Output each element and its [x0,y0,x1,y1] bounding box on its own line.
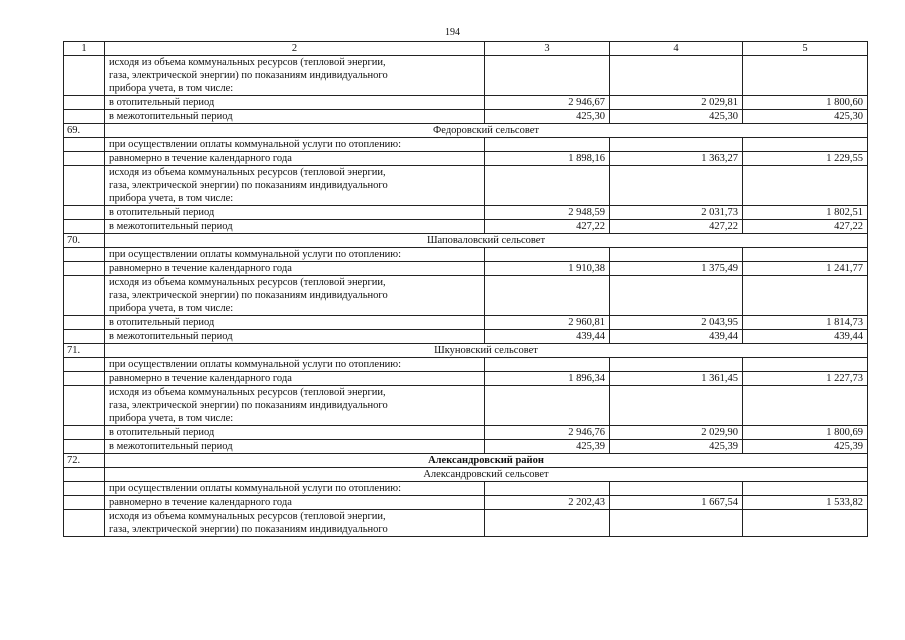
value-cell-v5: 1 229,55 [743,152,868,166]
description-cell: равномерно в течение календарного года [105,152,485,166]
value-cell [485,510,610,537]
section-row [64,454,868,468]
page-number: 194 [445,27,460,38]
value-cell-v3: 2 960,81 [485,316,610,330]
number-cell [64,56,105,96]
section-number: 70. [64,234,105,248]
description-line: исходя из объема коммунальных ресурсов (тепловой энергии, [109,167,386,178]
description-line: прибора учета, в том числе: [109,303,234,314]
section-row [64,344,868,358]
value-cell-v5: 1 814,73 [743,316,868,330]
value-cell-v5: 1 241,77 [743,262,868,276]
value-cell [610,276,743,316]
value-cell [485,276,610,316]
description-line: исходя из объема коммунальных ресурсов (тепловой энергии, [109,511,386,522]
value-cell-v5: 1 802,51 [743,206,868,220]
value-cell-v4: 1 363,27 [610,152,743,166]
value-cell-v3: 439,44 [485,330,610,344]
table-row [64,56,868,96]
description-cell: в отопительный период [105,206,485,220]
number-cell [64,482,105,496]
value-cell [610,510,743,537]
description-line: исходя из объема коммунальных ресурсов (тепловой энергии, [109,57,386,68]
value-cell-v4: 425,39 [610,440,743,454]
table-body [64,56,868,537]
description-line: газа, электрической энергии) по показаниям индивидуального [109,400,388,411]
value-cell-v3: 425,39 [485,440,610,454]
section-title: Федоровский сельсовет [105,124,868,138]
value-cell-v3: 2 946,76 [485,426,610,440]
number-cell [64,248,105,262]
section-row [64,124,868,138]
header-col-5: 5 [743,42,868,56]
value-cell-v5 [743,358,868,372]
value-cell-v3 [485,248,610,262]
description-cell: в межотопительный период [105,110,485,124]
value-cell-v5: 1 533,82 [743,496,868,510]
value-cell [743,276,868,316]
value-cell-v4: 425,30 [610,110,743,124]
description-cell: при осуществлении оплаты коммунальной услуги по отоплению: [105,482,485,496]
number-cell [64,372,105,386]
value-cell-v4: 1 375,49 [610,262,743,276]
value-cell-v3: 2 202,43 [485,496,610,510]
value-cell [485,166,610,206]
header-col-1: 1 [64,42,105,56]
value-cell-v5: 1 800,60 [743,96,868,110]
value-cell-v4: 2 043,95 [610,316,743,330]
value-cell-v5 [743,138,868,152]
value-cell-v4 [610,482,743,496]
number-cell [64,152,105,166]
value-cell-v3: 427,22 [485,220,610,234]
description-line: газа, электрической энергии) по показаниям индивидуального [109,180,388,191]
table-row [64,206,868,220]
table-row [64,358,868,372]
value-cell-v5: 425,39 [743,440,868,454]
table-row [64,496,868,510]
value-cell-v4: 439,44 [610,330,743,344]
section-title: Шкуновский сельсовет [105,344,868,358]
table-row [64,510,868,537]
value-cell-v5 [743,248,868,262]
table-row [64,220,868,234]
description-line: газа, электрической энергии) по показаниям индивидуального [109,524,388,535]
section-row [64,234,868,248]
value-cell-v4: 427,22 [610,220,743,234]
description-line: газа, электрической энергии) по показаниям индивидуального [109,290,388,301]
description-cell [105,166,485,206]
description-cell: в межотопительный период [105,330,485,344]
value-cell-v5: 1 227,73 [743,372,868,386]
section-number [64,468,105,482]
value-cell-v3 [485,138,610,152]
description-line: прибора учета, в том числе: [109,413,234,424]
number-cell [64,262,105,276]
number-cell [64,316,105,330]
value-cell-v3: 1 910,38 [485,262,610,276]
value-cell [743,56,868,96]
description-cell: равномерно в течение календарного года [105,262,485,276]
description-line: исходя из объема коммунальных ресурсов (тепловой энергии, [109,277,386,288]
table-header-row [64,42,868,56]
description-cell: при осуществлении оплаты коммунальной услуги по отоплению: [105,138,485,152]
value-cell-v3 [485,482,610,496]
value-cell-v3 [485,358,610,372]
value-cell-v5: 427,22 [743,220,868,234]
number-cell [64,138,105,152]
number-cell [64,510,105,537]
number-cell [64,220,105,234]
number-cell [64,496,105,510]
value-cell-v5: 425,30 [743,110,868,124]
description-cell: при осуществлении оплаты коммунальной услуги по отоплению: [105,248,485,262]
value-cell-v4: 2 029,90 [610,426,743,440]
value-cell-v5: 439,44 [743,330,868,344]
tariff-table [63,41,868,537]
description-cell: равномерно в течение календарного года [105,496,485,510]
table-row [64,440,868,454]
number-cell [64,426,105,440]
number-cell [64,440,105,454]
table-row [64,276,868,316]
value-cell-v4: 2 031,73 [610,206,743,220]
table-row [64,386,868,426]
description-line: газа, электрической энергии) по показаниям индивидуального [109,70,388,81]
section-title: Александровский район [105,454,868,468]
description-cell: в отопительный период [105,426,485,440]
description-cell: в отопительный период [105,316,485,330]
description-cell: в межотопительный период [105,440,485,454]
number-cell [64,358,105,372]
section-number: 69. [64,124,105,138]
number-cell [64,96,105,110]
section-title: Александровский сельсовет [105,468,868,482]
section-number: 72. [64,454,105,468]
table-row [64,262,868,276]
section-number: 71. [64,344,105,358]
value-cell-v3: 2 948,59 [485,206,610,220]
section-row [64,468,868,482]
header-col-4: 4 [610,42,743,56]
number-cell [64,166,105,206]
table-row [64,330,868,344]
value-cell [485,386,610,426]
value-cell-v4 [610,358,743,372]
description-line: прибора учета, в том числе: [109,83,234,94]
value-cell-v3: 2 946,67 [485,96,610,110]
table-row [64,316,868,330]
value-cell-v4 [610,248,743,262]
description-line: исходя из объема коммунальных ресурсов (тепловой энергии, [109,387,386,398]
value-cell-v4: 1 361,45 [610,372,743,386]
description-cell: в отопительный период [105,96,485,110]
value-cell-v4: 1 667,54 [610,496,743,510]
table-row [64,482,868,496]
table-row [64,248,868,262]
value-cell [610,166,743,206]
value-cell-v4: 2 029,81 [610,96,743,110]
value-cell-v5: 1 800,69 [743,426,868,440]
number-cell [64,386,105,426]
description-cell [105,510,485,537]
value-cell-v5 [743,482,868,496]
value-cell-v3: 1 896,34 [485,372,610,386]
table-row [64,426,868,440]
value-cell-v4 [610,138,743,152]
table-row [64,166,868,206]
value-cell [743,166,868,206]
number-cell [64,206,105,220]
value-cell-v3: 425,30 [485,110,610,124]
value-cell [610,56,743,96]
number-cell [64,110,105,124]
header-col-3: 3 [485,42,610,56]
value-cell [743,510,868,537]
description-cell [105,386,485,426]
header-col-2: 2 [105,42,485,56]
value-cell [743,386,868,426]
description-cell: в межотопительный период [105,220,485,234]
table-row [64,96,868,110]
number-cell [64,330,105,344]
table-row [64,138,868,152]
table-row [64,110,868,124]
description-cell [105,56,485,96]
value-cell [485,56,610,96]
value-cell [610,386,743,426]
description-cell: при осуществлении оплаты коммунальной услуги по отоплению: [105,358,485,372]
section-title: Шаповаловский сельсовет [105,234,868,248]
description-cell [105,276,485,316]
description-cell: равномерно в течение календарного года [105,372,485,386]
table-row [64,372,868,386]
number-cell [64,276,105,316]
value-cell-v3: 1 898,16 [485,152,610,166]
description-line: прибора учета, в том числе: [109,193,234,204]
table-row [64,152,868,166]
